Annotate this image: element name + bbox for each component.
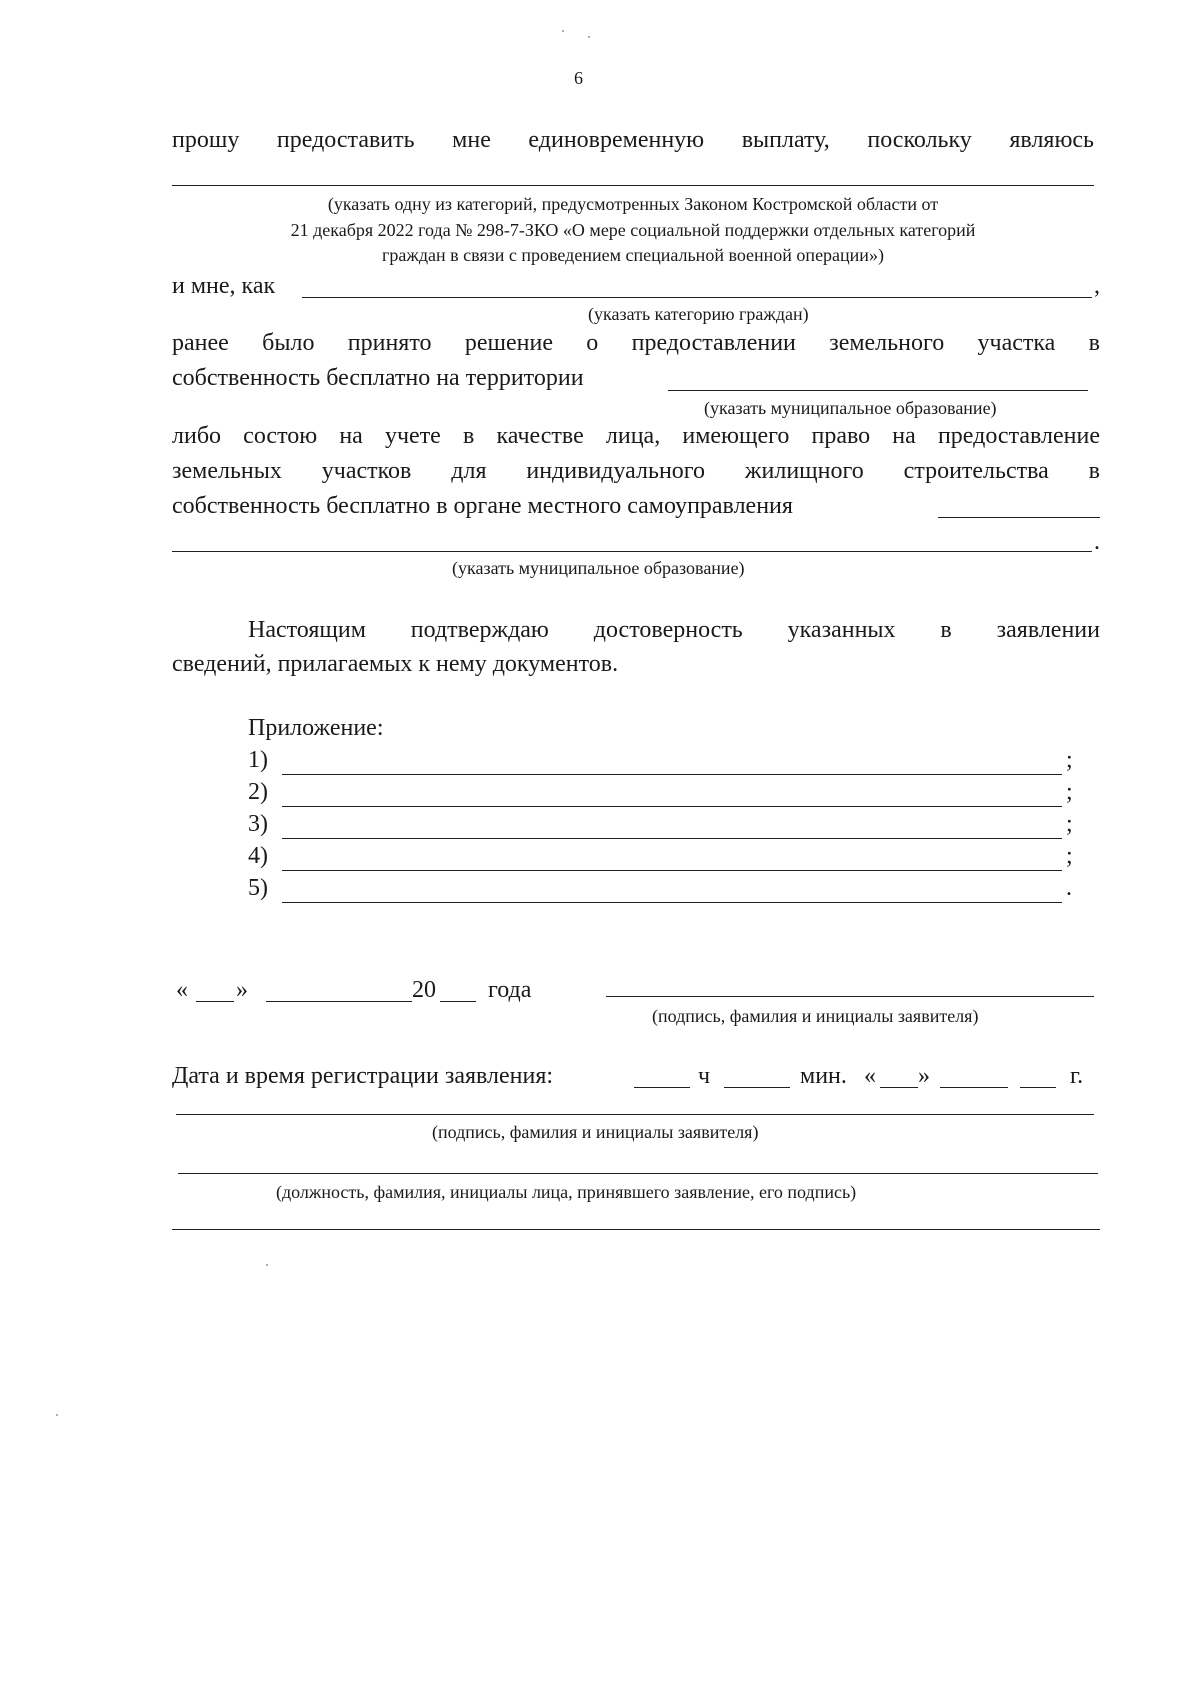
signature-note: (подпись, фамилия и инициалы заявителя) (652, 1006, 979, 1026)
category-note-line1: (указать одну из категорий, предусмотренных Законом Костромской области от (327, 194, 939, 214)
category-note-line3: граждан в связи с проведением специальной военной операции») (382, 245, 884, 265)
authority-blank-1[interactable] (938, 517, 1100, 518)
as-blank[interactable] (302, 297, 1092, 298)
as-suffix: , (1094, 273, 1100, 299)
category-note-line2: 21 декабря 2022 года № 298-7-ЗКО «О мере социальной поддержки отдельных категорий (290, 220, 976, 240)
attachment-number: 1) (248, 747, 268, 773)
as-prefix: и мне, как (172, 273, 276, 299)
scan-speck (266, 1264, 268, 1266)
attachment-blank[interactable] (282, 774, 1062, 775)
decision-line1: ранее было принято решение о предоставлении земельного участка в (172, 330, 1100, 356)
signature-note-2: (подпись, фамилия и инициалы заявителя) (432, 1122, 759, 1142)
year-prefix: 20 (412, 977, 436, 1003)
municipality-note-1: (указать муниципальное образование) (704, 398, 997, 418)
attachment-number: 2) (248, 779, 268, 805)
attachment-number: 3) (248, 811, 268, 837)
scan-speck (56, 1414, 58, 1416)
attachment-end: ; (1066, 843, 1073, 869)
registered-line3: собственность бесплатно в органе местного самоуправления (172, 493, 793, 519)
date-close-quote: » (236, 977, 248, 1003)
confirm-line2: сведений, прилагаемых к нему документов. (172, 651, 619, 677)
authority-blank-2[interactable] (172, 551, 1092, 552)
hours-label: ч (698, 1063, 711, 1089)
confirm-line1: Настоящим подтверждаю достоверность указанных в заявлении (248, 617, 1100, 643)
reg-open-quote: « (864, 1063, 876, 1089)
attachment-end: ; (1066, 779, 1073, 805)
attachment-end: ; (1066, 747, 1073, 773)
official-note: (должность, фамилия, инициалы лица, принявшего заявление, его подпись) (276, 1182, 857, 1202)
territory-blank[interactable] (668, 390, 1088, 391)
bottom-rule (172, 1229, 1100, 1230)
attachment-blank[interactable] (282, 902, 1062, 903)
attachment-end: . (1066, 875, 1072, 901)
page-number: 6 (574, 68, 583, 88)
citizen-category-note: (указать категорию граждан) (588, 304, 809, 324)
request-line: прошу предоставить мне единовременную выплату, поскольку являюсь (172, 127, 1094, 153)
minutes-label: мин. (800, 1063, 847, 1089)
municipality-note-2: (указать муниципальное образование) (452, 558, 745, 578)
reg-year-blank[interactable] (1020, 1087, 1056, 1088)
attachments-title: Приложение: (248, 715, 384, 741)
minutes-blank[interactable] (724, 1087, 790, 1088)
reg-close-quote: » (918, 1063, 930, 1089)
scan-speck (562, 30, 564, 32)
attachment-number: 4) (248, 843, 268, 869)
reg-day-blank[interactable] (880, 1087, 918, 1088)
attachment-end: ; (1066, 811, 1073, 837)
registered-end: . (1094, 529, 1100, 555)
attachment-number: 5) (248, 875, 268, 901)
year-word: года (488, 977, 532, 1003)
reg-month-blank[interactable] (940, 1087, 1008, 1088)
signature-blank-2[interactable] (176, 1114, 1094, 1115)
registered-line2: земельных участков для индивидуального жилищного строительства в (172, 458, 1100, 484)
year-blank[interactable] (440, 1001, 476, 1002)
month-blank[interactable] (266, 1001, 412, 1002)
date-open-quote: « (176, 977, 188, 1003)
attachment-blank[interactable] (282, 806, 1062, 807)
category-blank[interactable] (172, 185, 1094, 186)
attachment-blank[interactable] (282, 838, 1062, 839)
decision-line2: собственность бесплатно на территории (172, 365, 584, 391)
scan-speck (588, 36, 590, 38)
day-blank[interactable] (196, 1001, 234, 1002)
registered-line1: либо состою на учете в качестве лица, имеющего право на предоставление (172, 423, 1100, 449)
signature-blank[interactable] (606, 996, 1094, 997)
reg-year-suffix: г. (1070, 1063, 1084, 1089)
registration-label: Дата и время регистрации заявления: (172, 1063, 554, 1089)
attachment-blank[interactable] (282, 870, 1062, 871)
hours-blank[interactable] (634, 1087, 690, 1088)
official-blank[interactable] (178, 1173, 1098, 1174)
